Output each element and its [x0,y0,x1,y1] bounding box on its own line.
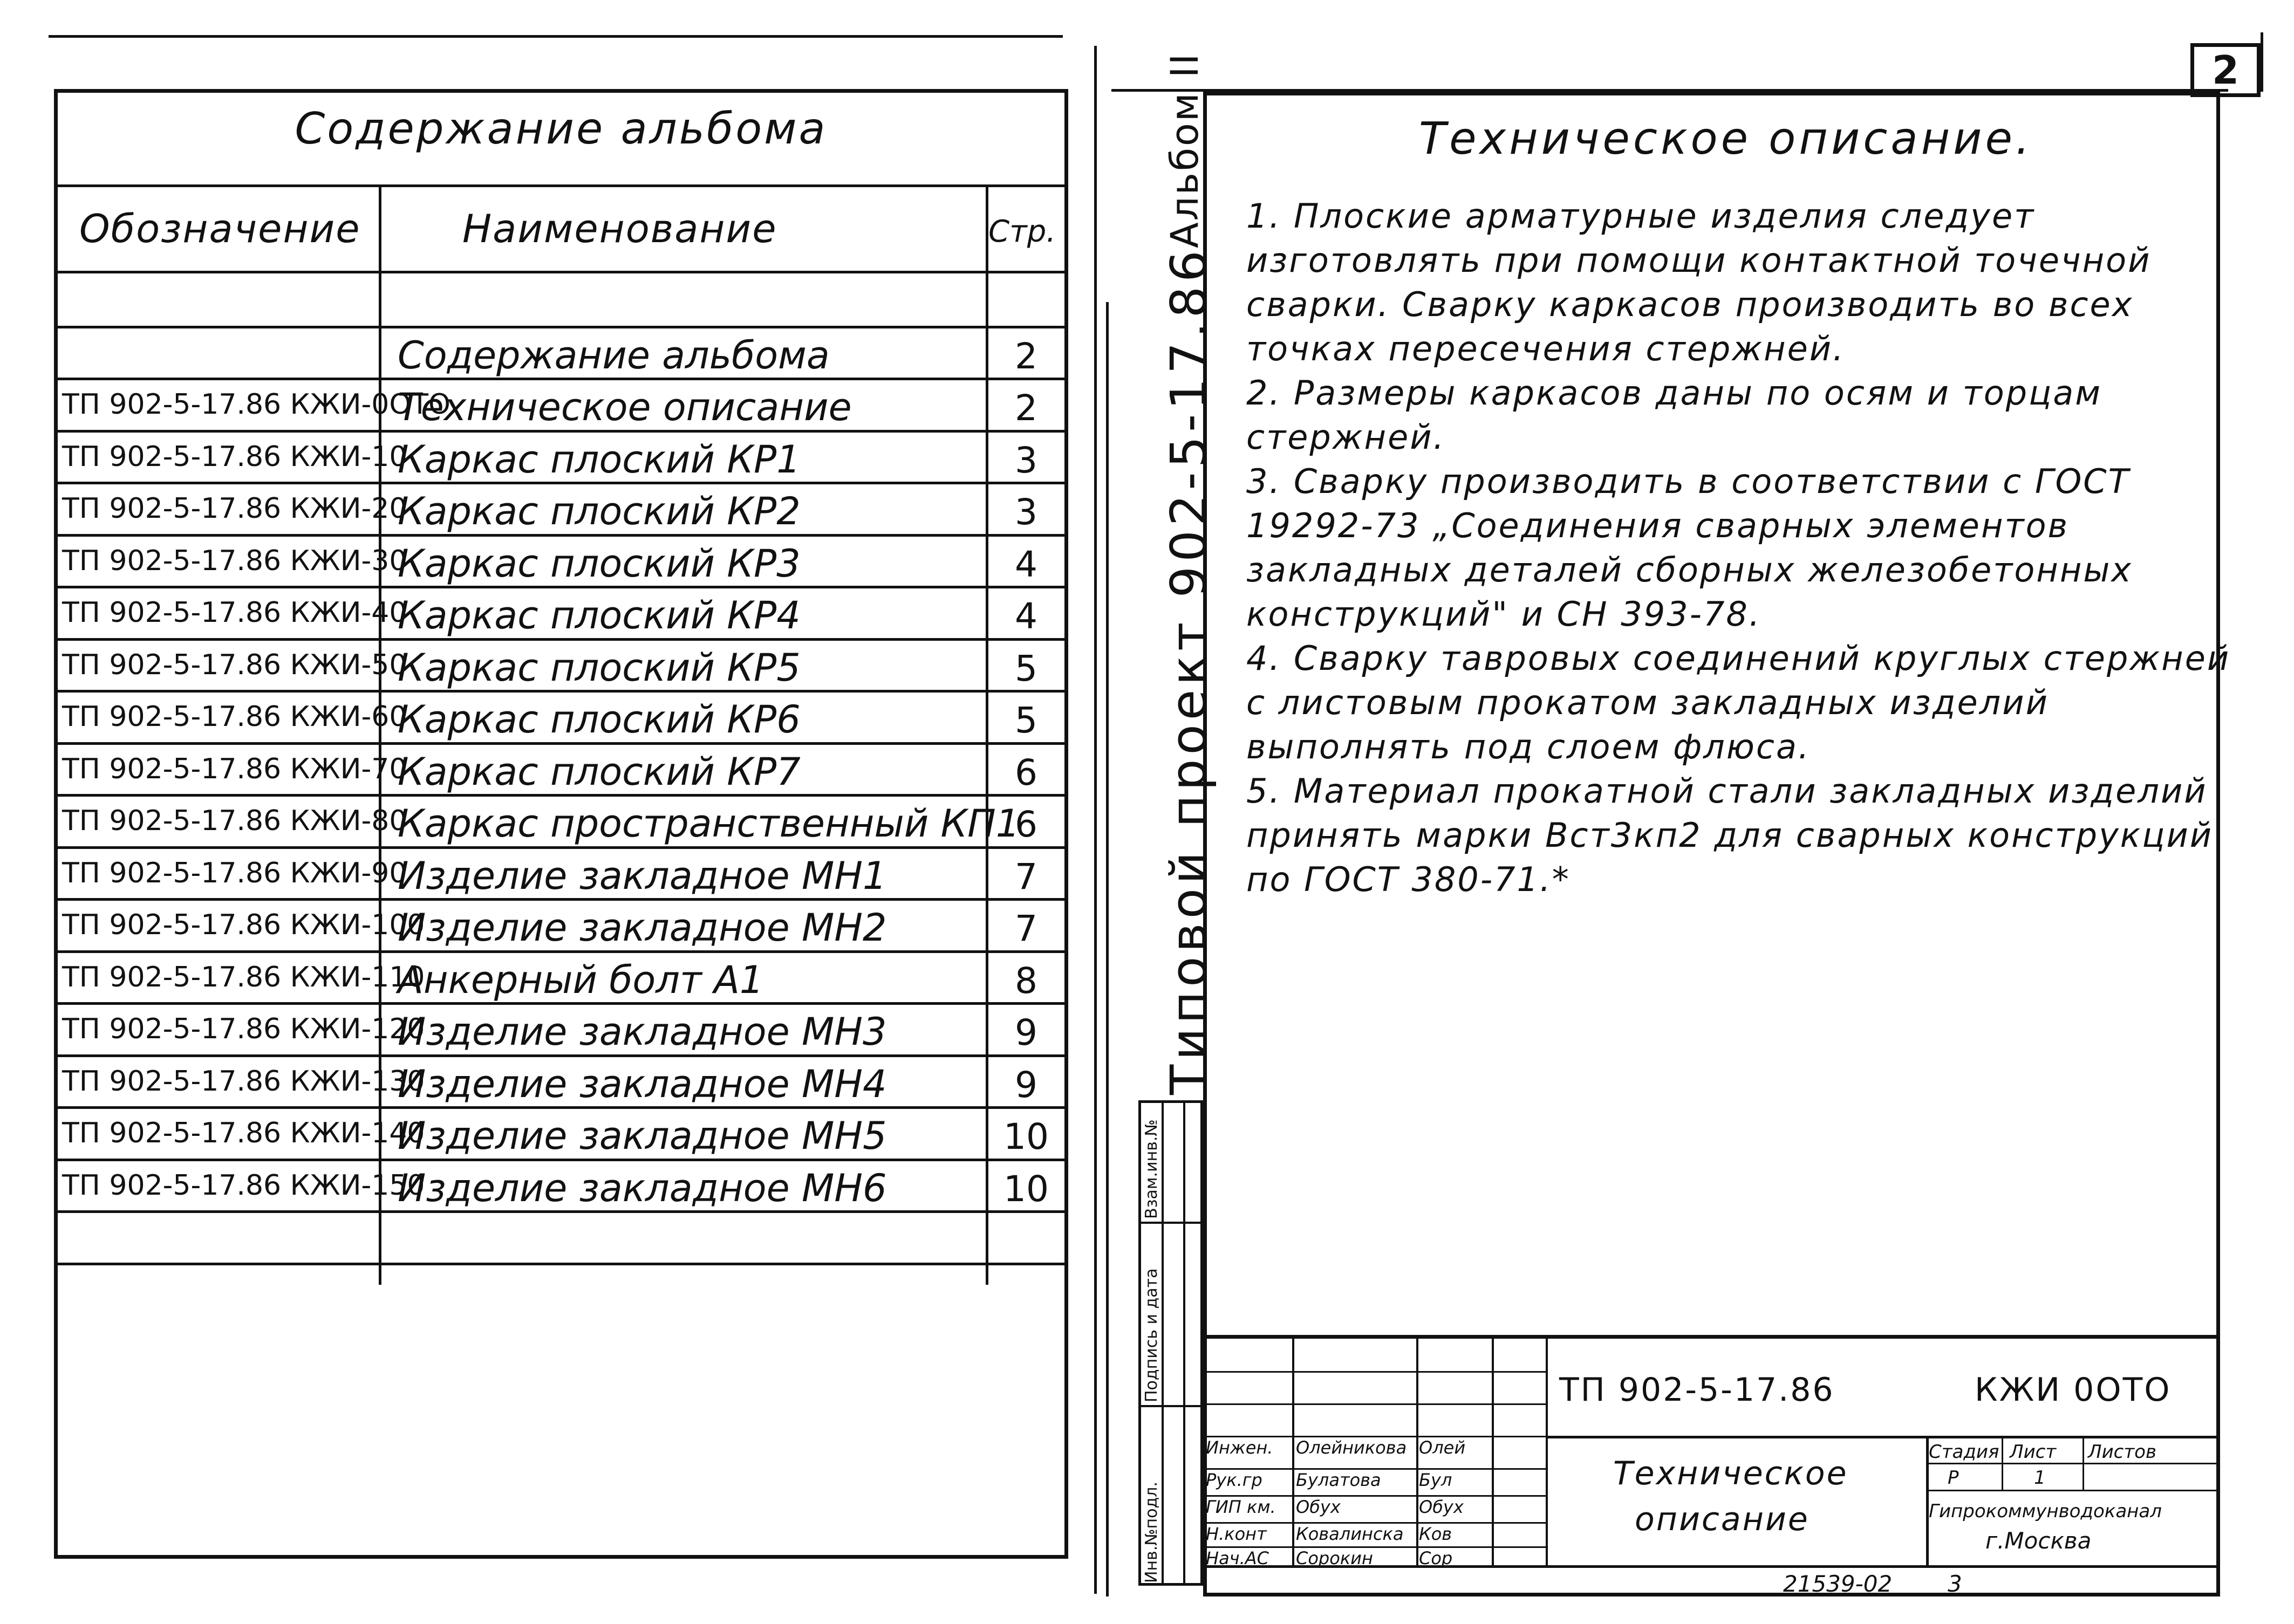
stage-value: Р [1948,1467,1959,1489]
side-stamp [1138,1100,1203,1586]
sheet-header: Лист [2010,1441,2057,1463]
contents-row-code: ТП 902-5-17.86 КЖИ-90 [62,856,407,889]
description-text [1246,194,2244,902]
contents-row-page: 3 [1015,491,1037,533]
signature-name: Обух [1296,1497,1341,1517]
contents-row-code: ТП 902-5-17.86 КЖИ-50 [62,648,407,681]
title-block-doc-title-2: описание [1635,1500,1810,1538]
contents-row-page: 9 [1015,1064,1037,1106]
contents-row-divider [58,742,1064,745]
contents-row-page: 4 [1015,543,1037,585]
contents-row-name: Изделие закладное МН5 [398,1114,887,1158]
contents-row-divider [58,1159,1064,1161]
signature-name: Ковалинска [1296,1524,1404,1544]
contents-row-code: ТП 902-5-17.86 КЖИ-100 [62,909,425,941]
contents-row-divider [58,690,1064,693]
side-stamp-replace: Взам.инв.№ [1142,1119,1161,1219]
contents-row-name: Содержание альбома [398,333,830,378]
contents-row-code: ТП 902-5-17.86 КЖИ-20 [62,492,407,525]
contents-row-page: 7 [1015,855,1037,897]
signature-role: ГИП км. [1206,1497,1276,1517]
signature-name: Олейникова [1296,1437,1407,1458]
description-title: Техническое описание. [1419,113,2033,165]
contents-row-page: 5 [1015,700,1037,741]
header-code: Обозначение [79,206,361,251]
contents-row-page: 10 [1003,1168,1049,1210]
contents-row-name: Анкерный болт А1 [398,957,764,1002]
contents-row-page: 3 [1015,439,1037,481]
contents-row-divider [58,846,1064,849]
contents-row-page: 6 [1015,751,1037,793]
contents-row-divider [58,1002,1064,1005]
contents-row-name: Каркас плоский КР4 [398,593,801,638]
sheet-number: 2 [2190,43,2261,97]
contents-sheet [54,89,1068,1559]
title-block-doc-title-1: Техническое [1613,1455,1848,1492]
sheet-value: 1 [2034,1467,2046,1489]
stage-header: Стадия [1929,1441,1999,1463]
contents-row-divider [58,586,1064,588]
contents-row-code: ТП 902-5-17.86 КЖИ-150 [62,1169,425,1202]
header-name: Наименование [462,206,777,251]
contents-row-code: ТП 902-5-17.86 КЖИ-10 [62,440,407,473]
contents-row-page: 8 [1015,960,1037,1002]
contents-row-name: Изделие закладное МН6 [398,1166,887,1210]
signature-role: Н.конт [1206,1524,1267,1544]
organization-2: г.Москва [1985,1527,2092,1554]
title-block [1203,1335,2220,1596]
contents-row-name: Каркас плоский КР2 [398,489,801,533]
contents-row-name: Каркас пространственный КП1 [398,801,1020,846]
contents-row-divider [58,430,1064,433]
contents-row-code: ТП 902-5-17.86 КЖИ-40 [62,597,407,629]
contents-row-divider [58,1054,1064,1057]
contents-row-page: 4 [1015,595,1037,637]
description-item-4: 4. Сварку тавровых соединений круглых стержней с листовым прокатом закладных изделий выполнять под слоем флюса. [1246,639,2231,766]
sheets-header: Листов [2088,1441,2157,1463]
description-item-2: 2. Размеры каркасов даны по осям и торцам стержней. [1246,373,2102,457]
signature-name: Сорокин [1296,1548,1373,1568]
contents-row-divider [58,482,1064,484]
header-page: Стр. [988,214,1056,249]
contents-row-page: 6 [1015,804,1037,845]
contents-row-name: Изделие закладное МН1 [398,853,887,898]
side-stamp-inv: Инв.№подл. [1142,1482,1161,1583]
signature-sign: Бул [1419,1470,1452,1490]
signature-sign: Обух [1419,1497,1464,1517]
album-label: Альбом II [1163,52,1207,248]
contents-row-divider [58,898,1064,901]
contents-title: Содержание альбома [295,104,828,154]
description-item-3: 3. Сварку производить в соответствии с ГОСТ 19292-73 „Соединения сварных элементов закладных деталей сборных железобетонных конструкций" и СН 393-78. [1246,462,2133,634]
contents-row-divider [58,326,1064,328]
signature-name: Булатова [1296,1470,1381,1490]
contents-row-code: ТП 902-5-17.86 КЖИ-140 [62,1117,425,1149]
contents-row-name: Техническое описание [398,385,852,429]
contents-row-divider [58,378,1064,380]
contents-row-code: ТП 902-5-17.86 КЖИ-30 [62,544,407,577]
contents-row-name: Изделие закладное МН2 [398,906,887,950]
organization-1: Гипрокоммунводоканал [1929,1500,2162,1522]
project-vertical-title: Типовой проект 902-5-17.86 [1160,246,1218,1095]
contents-row-page: 5 [1015,647,1037,689]
contents-row-code: ТП 902-5-17.86 КЖИ-130 [62,1065,425,1098]
contents-row-divider [58,1210,1064,1213]
signature-sign: Ков [1419,1524,1452,1544]
archive-number: 21539-02 [1783,1571,1893,1597]
contents-row-code: ТП 902-5-17.86 КЖИ-110 [62,961,425,993]
signature-sign: Олей [1419,1437,1466,1458]
page-counter: 3 [1948,1571,1962,1597]
side-stamp-sign: Подпись и дата [1142,1268,1161,1402]
signature-role: Инжен. [1206,1437,1273,1458]
description-item-1: 1. Плоские арматурные изделия следует изготовлять при помощи контактной точечной сварки. Сварку каркасов производить во всех точках пересечения стержней. [1246,196,2152,368]
description-item-5: 5. Материал прокатной стали закладных изделий принять марки Вст3кп2 для сварных конструкций по ГОСТ 380-71.* [1246,771,2214,899]
contents-row-code: ТП 902-5-17.86 КЖИ-120 [62,1013,425,1045]
contents-row-code: ТП 902-5-17.86 КЖИ-0ОТО [62,388,450,421]
contents-row-name: Изделие закладное МН4 [398,1061,887,1106]
contents-row-code: ТП 902-5-17.86 КЖИ-60 [62,701,407,733]
contents-row-divider [58,638,1064,641]
contents-row-page: 9 [1015,1012,1037,1053]
contents-row-name: Каркас плоский КР3 [398,541,801,586]
contents-row-name: Изделие закладное МН3 [398,1010,887,1054]
contents-row-code: ТП 902-5-17.86 КЖИ-80 [62,805,407,837]
contents-row-name: Каркас плоский КР1 [398,437,801,482]
contents-row-divider [58,950,1064,953]
contents-row-page: 2 [1015,335,1037,377]
contents-row-divider [58,794,1064,797]
contents-row-page: 10 [1003,1116,1049,1157]
contents-row-name: Каркас плоский КР6 [398,697,801,742]
contents-row-divider [58,1263,1064,1265]
signature-role: Нач.АС [1206,1548,1269,1568]
contents-row-name: Каркас плоский КР5 [398,645,801,690]
title-block-project-code: ТП 902-5-17.86 [1559,1371,1835,1409]
contents-row-page: 7 [1015,908,1037,949]
contents-row-name: Каркас плоский КР7 [398,749,801,794]
title-block-doc-code: КЖИ 0ОТО [1975,1371,2172,1409]
signature-sign: Сор [1419,1548,1453,1568]
contents-row-code: ТП 902-5-17.86 КЖИ-70 [62,752,407,785]
contents-row-divider [58,534,1064,537]
contents-row-page: 2 [1015,387,1037,429]
contents-row-divider [58,1106,1064,1109]
signature-role: Рук.гр [1206,1470,1262,1490]
